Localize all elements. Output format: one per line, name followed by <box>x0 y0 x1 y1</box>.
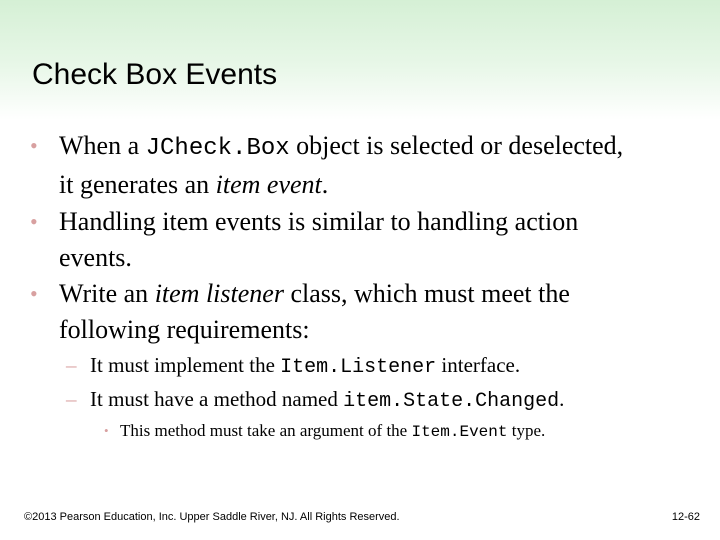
bullet-dot-icon: • <box>30 133 38 158</box>
sub-bullet-text-1: It must implement the Item.Listener interface. <box>90 353 521 379</box>
bullet-text-3: Write an item listener class, which must meet the following requirements: <box>59 279 570 344</box>
term-item-event: item event <box>215 170 322 199</box>
sub-sub-bullet-text-1: This method must take an argument of the Item.Event type. <box>120 421 546 441</box>
bullet-dot-icon: • <box>30 281 38 306</box>
code-itemlistener: Item.Listener <box>280 356 437 379</box>
slide-title: Check Box Events <box>32 58 278 91</box>
bullet-dot-icon: • <box>104 423 109 438</box>
bullet-text-1: When a JCheck.Box object is selected or deselected, it generates an item event. <box>59 131 624 199</box>
dash-bullet-icon: – <box>66 387 77 411</box>
code-itemstatechanged: item.State.Changed <box>343 390 560 413</box>
footer-copyright: ©2013 Pearson Education, Inc. Upper Saddle River, NJ. All Rights Reserved. <box>24 511 400 523</box>
term-item-listener: item listener <box>154 279 284 308</box>
dash-bullet-icon: – <box>66 353 77 377</box>
bullet-text-2: Handling item events is similar to handling action events. <box>59 207 579 272</box>
code-jcheckbox: JCheck.Box <box>145 135 290 162</box>
code-itemevent: Item.Event <box>411 423 508 441</box>
footer-page-number: 12-62 <box>671 511 700 523</box>
bullet-dot-icon: • <box>30 209 38 234</box>
sub-bullet-text-2: It must have a method named item.State.Changed. <box>90 387 565 413</box>
